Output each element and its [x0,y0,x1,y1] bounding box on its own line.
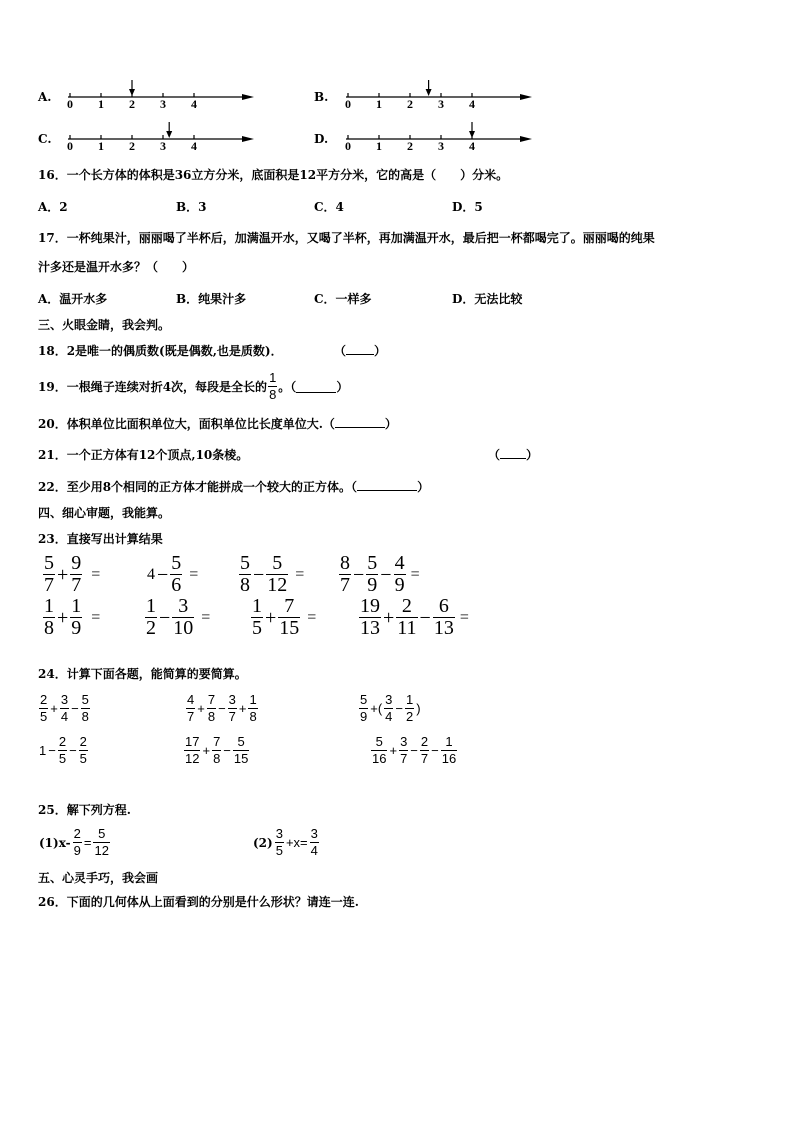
number-line-b [340,78,540,112]
q23-expr-4: 8 7 − $\frac{5}{9}$ − $\frac{4}{9}$ = [340,552,420,596]
q19-den: 8 [269,387,277,402]
tick-label: 0 [345,139,351,153]
tick-label: 4 [469,139,475,153]
q23-expr-1: 5 7 + $\frac{9}{7}$ = [44,552,101,596]
section-4-heading: 四、细心审题，我能算。 [38,506,171,520]
pointer-arrow-head [129,89,135,96]
question-25-title: 25．解下列方程. [38,803,131,817]
q20-answer-blank[interactable] [335,416,385,428]
q16-option-c: C．4 [314,200,344,214]
q22-paren-right: ） [417,480,430,494]
q19-paren-right: ） [336,379,349,394]
q16-option-a: A．2 [38,200,68,214]
q16-option-d: D．5 [452,200,483,214]
section-5-heading: 五、心灵手巧，我会画 [38,871,159,885]
q21-paren-left: （ [488,448,501,462]
question-17-line1: 17．一杯纯果汁，丽丽喝了半杯后，加满温开水，又喝了半杯，再加满温开水，最后把一杯都喝完了。丽丽喝的纯果 [38,231,655,245]
q24-expr-4: 1 − $\frac{2}{5}$ − $\frac{2}{5}$ [39,734,87,766]
tick-label: 0 [67,97,73,111]
number-line-a [62,78,262,112]
question-21-text: 21．一个正方体有12个顶点,10条棱。 [38,448,249,462]
option-b-label: B. [314,90,329,104]
q19-num: 1 [269,370,277,385]
tick-label: 1 [376,139,382,153]
tick-label: 3 [438,139,444,153]
tick-label: 0 [345,97,351,111]
tick-label: 1 [98,97,104,111]
pointer-arrow-head [426,89,432,96]
tick-label: 2 [129,97,135,111]
tick-label: 3 [160,97,166,111]
q17-option-b: B．纯果汁多 [176,292,247,306]
q24-expr-2: 4 7 + $\frac{7}{8}$ − $\frac{3}{7}$ + $\frac{1}{8}$ [187,692,257,724]
q18-paren-left: （ [334,344,347,358]
q19-tail: 。（ [278,379,297,394]
q23-expr-6: 1 2 − $\frac{3}{10}$ = [146,595,211,639]
tick-label: 4 [469,97,475,111]
section-3-heading: 三、火眼金睛，我会判。 [38,318,171,332]
tick-label: 2 [407,139,413,153]
q24-expr-3: 5 9 +( 3 4 − $\frac{1}{2}$ ) [360,692,421,724]
q19-answer-blank[interactable] [296,381,336,393]
q17-option-a: A．温开水多 [38,292,108,306]
question-19-text: 19．一根绳子连续对折4次，每段是全长的 [38,379,268,394]
number-line-c [62,120,262,154]
q18-paren-right: ） [374,344,387,358]
q24-expr-5: 17 12 + $\frac{7}{8}$ − $\frac{5}{15}$ [185,734,249,766]
pointer-arrow-head [166,131,172,138]
axis-arrowhead [520,94,532,100]
q23-expr-7: 1 5 + $\frac{7}{15}$ = [252,595,317,639]
option-a-label: A. [38,90,52,104]
q23-expr-8: 19 13 + $\frac{2}{11}$ − $\frac{6}{13}$ = [360,595,469,639]
q19-fraction [268,370,277,403]
q24-expr-6: 5 16 + $\frac{3}{7}$ − $\frac{2}{7}$ − $\frac{1}{16}$ [372,734,457,766]
number-line-d [340,120,540,154]
question-20-text: 20．体积单位比面积单位大，面积单位比长度单位大.（ [38,417,335,431]
q25-equation-1: (1)x- $\frac{2}{9}$ = $\frac{5}{12}$ [39,826,109,858]
option-c-label: C. [38,132,52,146]
question-18-text: 18．2是唯一的偶质数(既是偶数,也是质数)． [38,344,283,358]
tick-label: 2 [407,97,413,111]
tick-label: 1 [98,139,104,153]
q20-paren-right: ） [384,417,397,431]
q21-answer-blank[interactable] [488,447,538,463]
question-17-line2: 汁多还是温开水多？（ ） [38,260,195,274]
question-24-title: 24．计算下面各题，能简算的要简算。 [38,667,247,681]
q24-expr-1: 2 5 + $\frac{3}{4}$ − $\frac{5}{8}$ [40,692,89,724]
q21-paren-right: ） [526,448,539,462]
tick-label: 0 [67,139,73,153]
q25-equation-2: (2) 3 5 +x= $\frac{3}{4}$ [253,826,318,858]
axis-arrowhead [520,136,532,142]
q22-answer-blank[interactable] [357,479,417,491]
question-16-text: 16．一个长方体的体积是36立方分米，底面积是12平方分米，它的高是（ ）分米。 [38,168,509,182]
tick-label: 4 [191,97,197,111]
q23-expr-5: 1 8 + $\frac{1}{9}$ = [44,595,101,639]
question-23-title: 23．直接写出计算结果 [38,532,163,546]
pointer-arrow-head [469,131,475,138]
q23-expr-3: 5 8 − $\frac{5}{12}$ = [240,552,305,596]
q18-answer-blank[interactable] [334,343,386,359]
option-d-label: D. [314,132,329,146]
q16-option-b: B．3 [176,200,207,214]
question-20 [38,416,397,432]
q17-option-d: D．无法比较 [452,292,523,306]
tick-label: 2 [129,139,135,153]
question-22-text: 22．至少用8个相同的正方体才能拼成一个较大的正方体。（ [38,480,358,494]
question-26-text: 26．下面的几何体从上面看到的分别是什么形状？请连一连. [38,895,359,909]
question-19 [38,370,348,403]
tick-label: 1 [376,97,382,111]
tick-label: 3 [438,97,444,111]
tick-label: 4 [191,139,197,153]
q17-option-c: C．一样多 [314,292,372,306]
axis-arrowhead [242,136,254,142]
q23-expr-2: 4 − $\frac{5}{6}$ = [147,552,199,596]
axis-arrowhead [242,94,254,100]
question-22 [38,479,429,495]
tick-label: 3 [160,139,166,153]
